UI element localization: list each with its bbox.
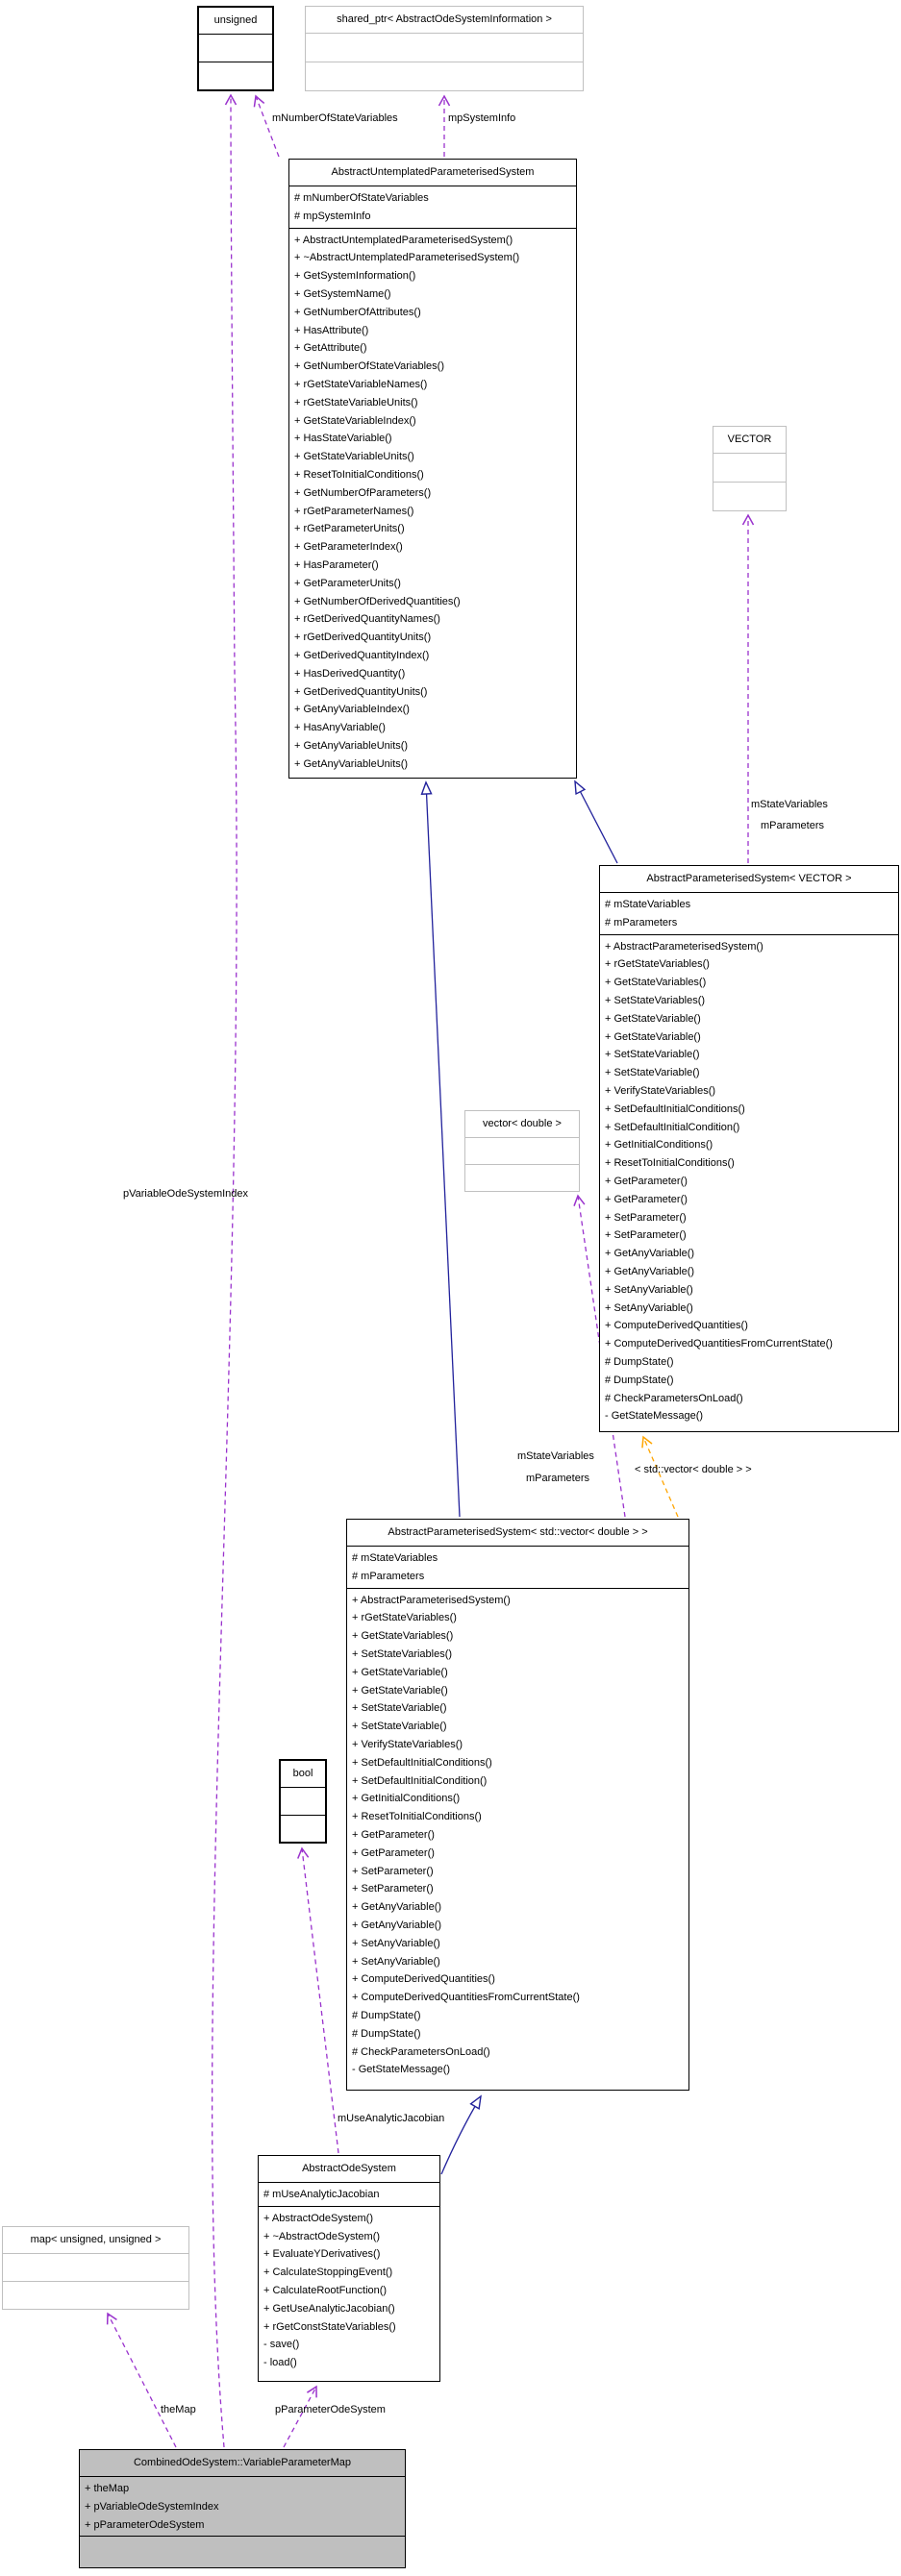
member-row: + GetAnyVariable() (605, 1265, 695, 1277)
member-row: - GetStateMessage() (352, 2064, 451, 2076)
edge-label-mp-system-info: mpSystemInfo (448, 112, 516, 124)
member-row: + rGetDerivedQuantityNames() (294, 613, 440, 626)
member-row: + SetStateVariable() (605, 1067, 700, 1079)
member-row: # mStateVariables (605, 899, 691, 910)
member-row: + GetAnyVariableUnits() (294, 757, 409, 770)
member-row: + VerifyStateVariables() (352, 1738, 463, 1750)
class-title: AbstractUntemplatedParameterisedSystem (289, 160, 576, 186)
member-row: + GetStateVariableIndex() (294, 414, 416, 427)
member-row: + rGetStateVariables() (605, 958, 710, 971)
class-abstract-parameterised-system-std-vector-double[interactable] (346, 1519, 689, 2091)
attributes-compartment (259, 2183, 439, 2207)
class-combined-ode-system-variable-parameter-map (79, 2449, 406, 2568)
class-map-unsigned-unsigned (2, 2226, 189, 2310)
class-bool (279, 1759, 327, 1844)
class-vector-double (464, 1110, 580, 1192)
member-row: + ResetToInitialConditions() (605, 1157, 735, 1170)
member-row: + GetAnyVariableIndex() (294, 704, 410, 716)
methods-compartment (347, 1589, 688, 2090)
class-title: bool (281, 1761, 325, 1788)
member-row: + GetStateVariable() (352, 1684, 448, 1697)
member-row: + SetParameter() (605, 1229, 687, 1242)
member-row: + GetAnyVariable() (605, 1248, 695, 1260)
member-row: + GetNumberOfDerivedQuantities() (294, 595, 461, 607)
member-row: + rGetStateVariableUnits() (294, 396, 418, 409)
member-row: # mParameters (352, 1570, 425, 1582)
member-row: # mStateVariables (352, 1552, 438, 1564)
member-row: + SetAnyVariable() (605, 1283, 693, 1296)
member-row: # CheckParametersOnLoad() (605, 1392, 743, 1404)
member-row: # mParameters (605, 916, 678, 929)
class-title: shared_ptr< AbstractOdeSystemInformation > (306, 7, 583, 34)
member-row: + ComputeDerivedQuantitiesFromCurrentState() (352, 1992, 580, 2004)
member-row: + GetNumberOfParameters() (294, 486, 432, 499)
member-row: # CheckParametersOnLoad() (352, 2045, 490, 2058)
methods-compartment (259, 2207, 439, 2381)
member-row: + GetInitialConditions() (605, 1139, 713, 1152)
member-row: + AbstractParameterisedSystem() (352, 1594, 511, 1606)
member-row: + AbstractOdeSystem() (263, 2212, 374, 2224)
member-row: + GetParameter() (605, 1175, 688, 1187)
member-row: + GetParameterIndex() (294, 541, 403, 554)
member-row: # mpSystemInfo (294, 210, 371, 222)
member-row: + SetStateVariable() (352, 1702, 447, 1715)
member-row: + SetDefaultInitialCondition() (352, 1774, 488, 1787)
member-row: + SetStateVariable() (352, 1721, 447, 1733)
member-row: + SetAnyVariable() (352, 1937, 440, 1949)
member-row: + GetStateVariables() (352, 1630, 454, 1643)
member-row: + HasParameter() (294, 558, 379, 571)
member-row: + rGetStateVariables() (352, 1612, 457, 1624)
attributes-compartment (600, 893, 898, 935)
class-title: AbstractParameterisedSystem< VECTOR > (600, 866, 898, 893)
methods-compartment (600, 935, 898, 1431)
member-row: + ~AbstractUntemplatedParameterisedSystem() (294, 252, 520, 264)
member-row: + GetStateVariableUnits() (294, 451, 414, 463)
member-row: # DumpState() (352, 2009, 421, 2021)
member-row: # DumpState() (352, 2027, 421, 2040)
member-row: + ComputeDerivedQuantitiesFromCurrentState() (605, 1338, 833, 1350)
member-row: + GetParameter() (605, 1193, 688, 1205)
member-row: + pParameterOdeSystem (85, 2518, 205, 2531)
member-row: - load() (263, 2357, 297, 2369)
attributes-compartment (465, 1138, 579, 1165)
member-row: + GetAnyVariable() (352, 1901, 442, 1914)
class-title: AbstractParameterisedSystem< std::vector< double > > (347, 1520, 688, 1547)
member-row: + ~AbstractOdeSystem() (263, 2230, 381, 2242)
class-title: CombinedOdeSystem::VariableParameterMap (80, 2450, 405, 2477)
member-row: + SetAnyVariable() (352, 1955, 440, 1968)
methods-compartment (281, 1816, 325, 1843)
member-row: + GetNumberOfStateVariables() (294, 360, 444, 373)
member-row: + pVariableOdeSystemIndex (85, 2500, 219, 2513)
member-row: + GetParameter() (352, 1828, 435, 1841)
member-row: + SetStateVariable() (605, 1049, 700, 1061)
member-row: + GetAnyVariableUnits() (294, 739, 409, 752)
member-row: + HasDerivedQuantity() (294, 667, 406, 680)
edge-label-m-state-variables-vector: mStateVariables (751, 799, 828, 810)
methods-compartment (713, 483, 786, 510)
member-row: + GetSystemInformation() (294, 270, 416, 283)
methods-compartment (465, 1165, 579, 1191)
member-row: + SetParameter() (352, 1883, 434, 1895)
member-row: + GetInitialConditions() (352, 1793, 461, 1805)
class-abstract-ode-system[interactable] (258, 2155, 440, 2382)
member-row: + SetAnyVariable() (605, 1301, 693, 1314)
member-row: + VerifyStateVariables() (605, 1084, 716, 1097)
edge-label-m-state-variables-std-vector: mStateVariables (517, 1450, 594, 1462)
member-row: + GetSystemName() (294, 287, 391, 300)
attributes-compartment (713, 454, 786, 483)
member-row: + GetStateVariable() (352, 1666, 448, 1678)
member-row: + HasAnyVariable() (294, 722, 386, 734)
member-row: + GetAnyVariable() (352, 1919, 442, 1931)
class-title: unsigned (199, 8, 272, 35)
member-row: + HasStateVariable() (294, 433, 392, 445)
member-row: + AbstractUntemplatedParameterisedSystem() (294, 234, 513, 246)
member-row: + ComputeDerivedQuantities() (605, 1320, 748, 1332)
member-row: # DumpState() (605, 1355, 674, 1368)
member-row: + rGetDerivedQuantityUnits() (294, 632, 432, 644)
member-row: + GetDerivedQuantityIndex() (294, 649, 430, 661)
attributes-compartment (289, 186, 576, 229)
attributes-compartment (281, 1788, 325, 1816)
member-row: + SetParameter() (605, 1211, 687, 1224)
edge-label-p-variable-ode-system-index: pVariableOdeSystemIndex (123, 1188, 249, 1200)
member-row: + GetParameter() (352, 1846, 435, 1859)
class-title: vector< double > (465, 1111, 579, 1138)
methods-compartment (306, 62, 583, 90)
edge-label-p-parameter-ode-system: pParameterOdeSystem (275, 2404, 386, 2415)
attributes-compartment (306, 34, 583, 62)
class-vector (713, 426, 787, 511)
member-row: + GetAttribute() (294, 342, 367, 355)
member-row: + rGetParameterUnits() (294, 523, 405, 535)
member-row: + GetStateVariables() (605, 977, 707, 989)
member-row: + GetUseAnalyticJacobian() (263, 2302, 395, 2315)
member-row: + GetDerivedQuantityUnits() (294, 685, 428, 698)
class-title: AbstractOdeSystem (259, 2156, 439, 2183)
member-row: + ResetToInitialConditions() (294, 468, 424, 481)
attributes-compartment (347, 1547, 688, 1589)
member-row: + SetParameter() (352, 1865, 434, 1877)
member-row: + theMap (85, 2483, 130, 2494)
member-row: + HasAttribute() (294, 324, 369, 336)
methods-compartment (80, 2537, 405, 2567)
member-row: + GetParameterUnits() (294, 577, 401, 589)
member-row: + GetNumberOfAttributes() (294, 306, 421, 318)
member-row: + rGetConstStateVariables() (263, 2320, 396, 2333)
member-row: + SetDefaultInitialConditions() (605, 1102, 745, 1115)
member-row: + SetDefaultInitialCondition() (605, 1121, 740, 1133)
member-row: + rGetStateVariableNames() (294, 378, 428, 390)
edge-label-m-parameters-vector: mParameters (761, 820, 825, 831)
member-row: + GetStateVariable() (605, 1012, 701, 1025)
member-row: # mNumberOfStateVariables (294, 192, 429, 204)
edge-label-m-number-of-state-variables: mNumberOfStateVariables (272, 112, 398, 124)
member-row: + SetStateVariables() (605, 994, 706, 1006)
edge-label-m-use-analytic-jacobian: mUseAnalyticJacobian (338, 2113, 445, 2124)
attributes-compartment (80, 2477, 405, 2537)
methods-compartment (3, 2282, 188, 2309)
class-abstract-untemplated-parameterised-system[interactable] (288, 159, 577, 779)
attributes-compartment (199, 35, 272, 62)
class-title: map< unsigned, unsigned > (3, 2227, 188, 2254)
class-unsigned (197, 6, 274, 91)
member-row: # mUseAnalyticJacobian (263, 2189, 380, 2200)
member-row: + ResetToInitialConditions() (352, 1811, 482, 1823)
member-row: + rGetParameterNames() (294, 505, 414, 517)
member-row: + ComputeDerivedQuantities() (352, 1973, 495, 1986)
edge-label-template-instantiation: < std::vector< double > > (635, 1464, 752, 1475)
edge-label-m-parameters-std-vector: mParameters (526, 1473, 590, 1484)
member-row: - save() (263, 2339, 300, 2351)
edge-label-the-map: theMap (161, 2404, 196, 2415)
member-row: + CalculateRootFunction() (263, 2284, 388, 2296)
attributes-compartment (3, 2254, 188, 2282)
member-row: + CalculateStoppingEvent() (263, 2266, 393, 2279)
member-row: + AbstractParameterisedSystem() (605, 940, 763, 953)
class-abstract-parameterised-system-vector[interactable] (599, 865, 899, 1432)
methods-compartment (199, 62, 272, 89)
member-row: + SetStateVariables() (352, 1647, 453, 1660)
member-row: - GetStateMessage() (605, 1410, 704, 1423)
member-row: + SetDefaultInitialConditions() (352, 1756, 492, 1769)
class-shared-ptr-abstract-ode-system-information (305, 6, 584, 91)
member-row: + GetStateVariable() (605, 1030, 701, 1043)
member-row: + EvaluateYDerivatives() (263, 2248, 381, 2261)
member-row: # DumpState() (605, 1374, 674, 1386)
methods-compartment (289, 229, 576, 778)
class-title: VECTOR (713, 427, 786, 454)
